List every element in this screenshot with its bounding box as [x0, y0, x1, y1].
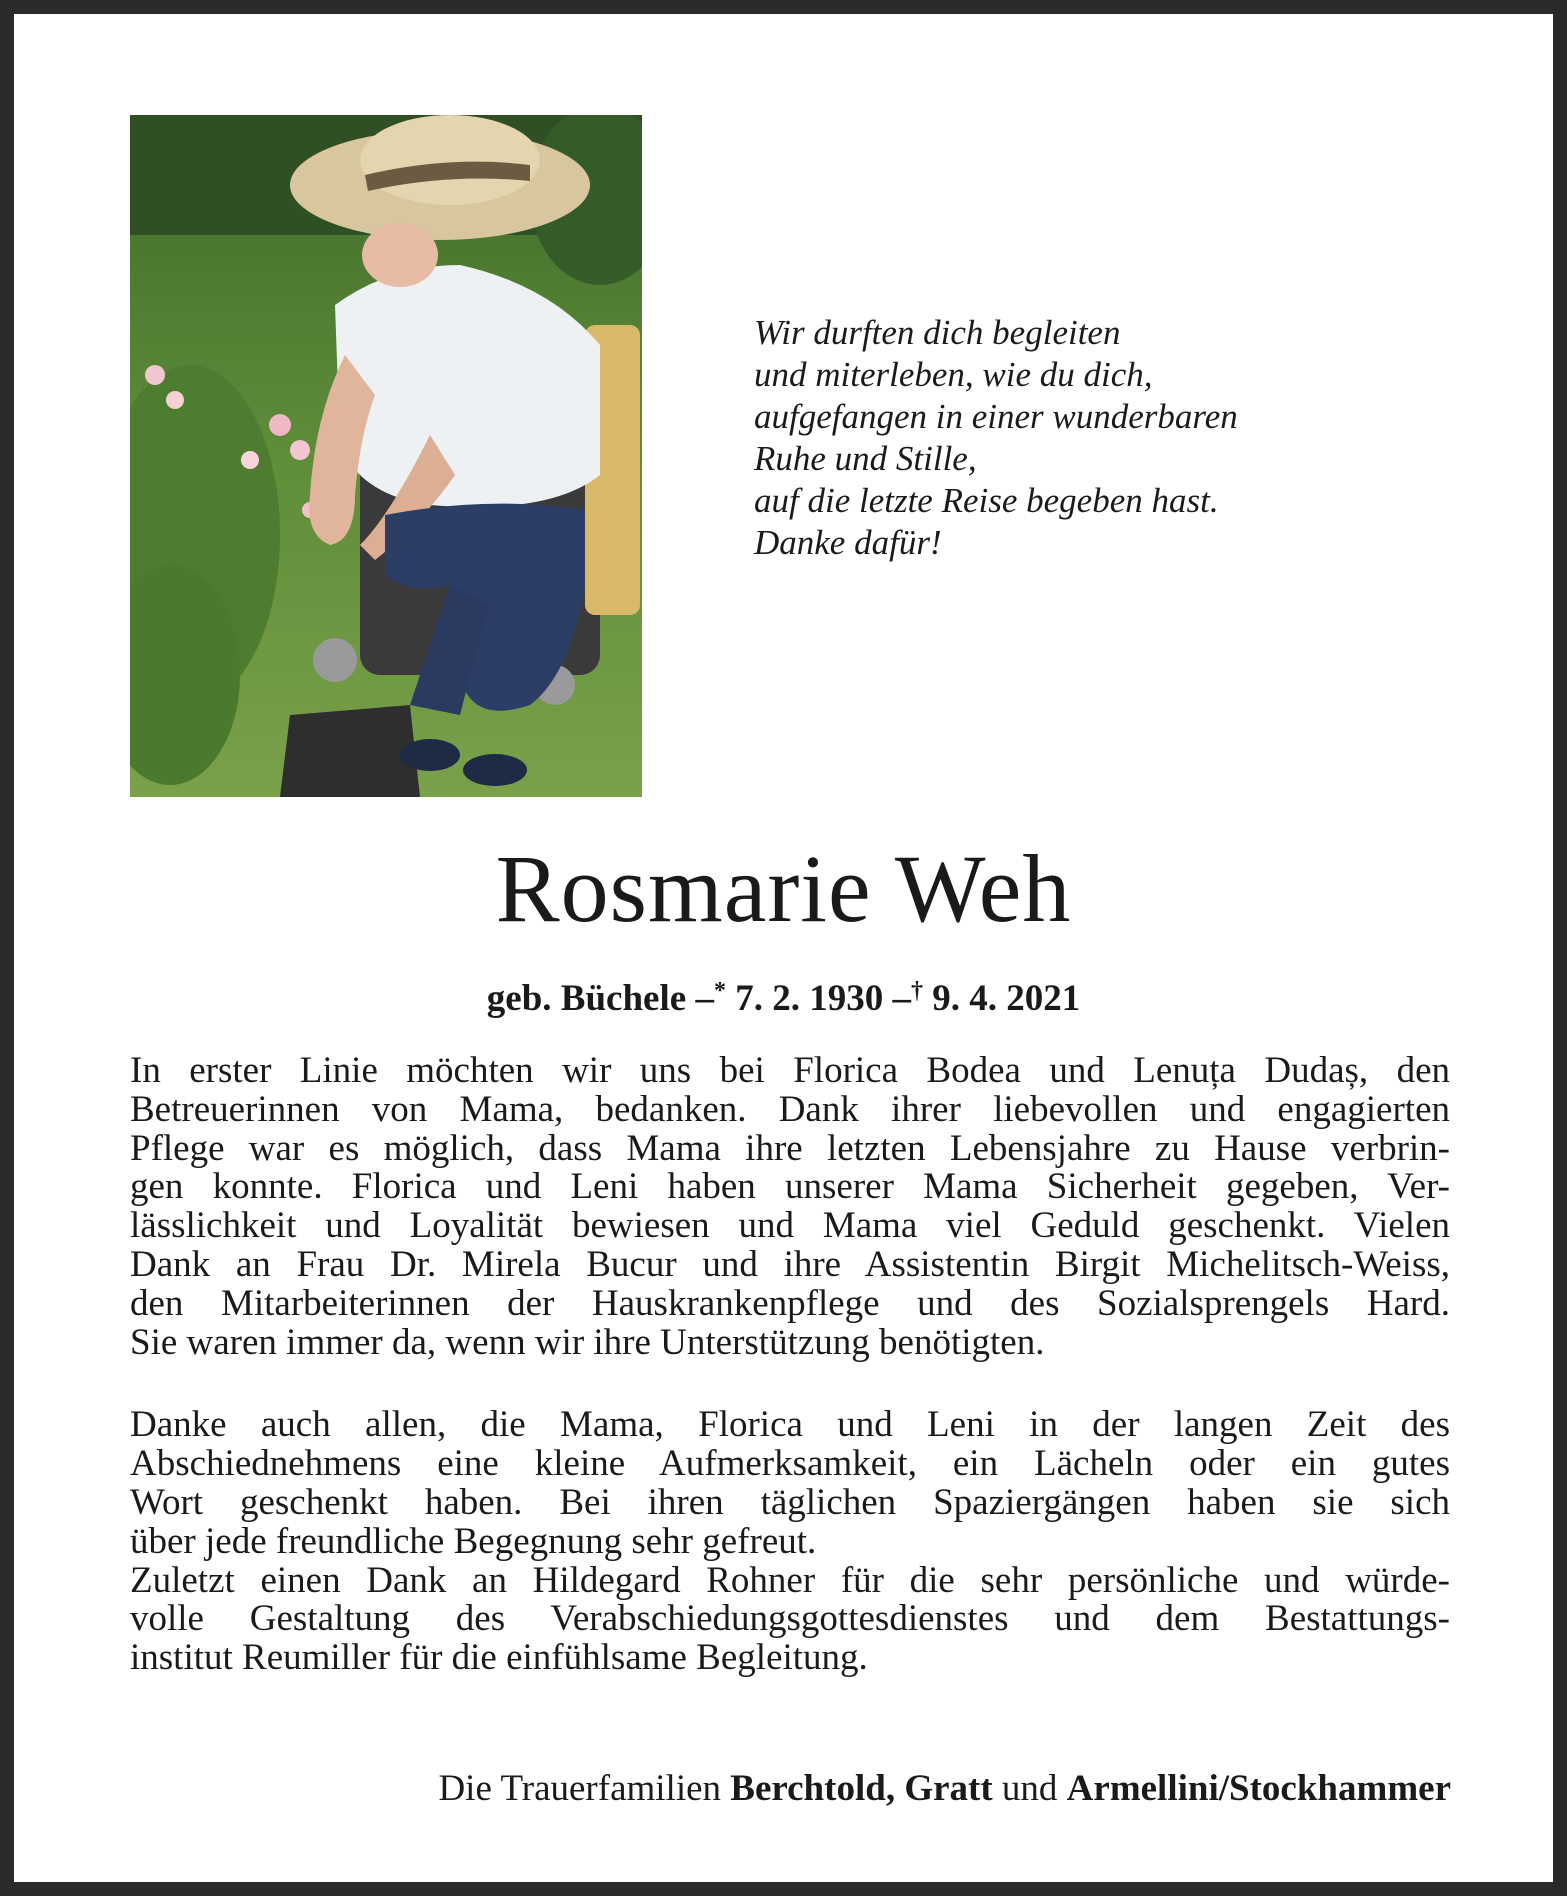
poem-line: Ruhe und Stille,: [754, 439, 977, 478]
family-name-2: Armellini/Stockhammer: [1066, 1768, 1451, 1809]
portrait-photo: [130, 115, 642, 797]
portrait-illustration: [130, 115, 642, 797]
death-symbol: †: [910, 978, 923, 1004]
poem-line: aufgefangen in einer wunderbaren: [754, 397, 1238, 436]
birth-date: 7. 2. 1930: [735, 978, 884, 1019]
signature-prefix: Die Trauerfamilien: [438, 1768, 722, 1809]
poem-line: und miterleben, wie du dich,: [754, 355, 1153, 394]
poem-line: Wir durften dich begleiten: [754, 313, 1121, 352]
poem-line: auf die letzte Reise begeben hast.: [754, 481, 1219, 520]
signature: [14, 1767, 1451, 1811]
poem-line: Danke dafür!: [754, 523, 942, 562]
text-line: Sie waren immer da, wenn wir ihre Unterstützung benötigten.: [130, 1321, 1045, 1363]
text-line: Pflege war es möglich, dass Mama ihre letzten Lebensjahre zu Hause verbrin-: [130, 1127, 1450, 1169]
text-line: Zuletzt einen Dank an Hildegard Rohner für die sehr persönliche und würde-: [130, 1559, 1450, 1601]
text-line: lässlichkeit und Loyalität bewiesen und Mama viel Geduld geschenkt. Vielen: [130, 1205, 1450, 1247]
text-line: den Mitarbeiterinnen der Hauskrankenpflege und des Sozialsprengels Hard.: [130, 1282, 1450, 1324]
text-line: institut Reumiller für die einfühlsame Begleitung.: [130, 1637, 868, 1679]
text-line: Wort geschenkt haben. Bei ihren täglichen Spaziergängen haben sie sich: [130, 1481, 1450, 1523]
family-name-1: Berchtold, Gratt: [730, 1768, 993, 1809]
paragraph-1: [130, 1052, 1450, 1362]
obituary-page: [14, 14, 1553, 1882]
text-line: Danke auch allen, die Mama, Florica und Leni in der langen Zeit des: [130, 1404, 1450, 1446]
dash: –: [695, 978, 714, 1019]
maiden-name: geb. Büchele: [486, 978, 687, 1019]
paragraph-2: [130, 1406, 1450, 1561]
life-dates: [14, 969, 1553, 1021]
text-line: Betreuerinnen von Mama, bedanken. Dank ihrer liebevollen und engagierten: [130, 1088, 1450, 1130]
poem: [754, 312, 1514, 564]
paragraph-3: [130, 1559, 1450, 1679]
birth-symbol: *: [713, 978, 726, 1004]
deceased-name: Rosmarie Weh: [495, 835, 1072, 942]
text-line: Dank an Frau Dr. Mirela Bucur und ihre Assistentin Birgit Michelitsch-Weiss,: [130, 1243, 1450, 1285]
text-line: über jede freundliche Begegnung sehr gefreut.: [130, 1520, 817, 1562]
text-line: Abschiednehmens eine kleine Aufmerksamkeit, ein Lächeln oder ein gutes: [130, 1443, 1450, 1485]
signature-connector: und: [1001, 1768, 1058, 1809]
text-line: In erster Linie möchten wir uns bei Florica Bodea und Lenuța Dudaș, den: [130, 1050, 1450, 1091]
text-line: gen konnte. Florica und Leni haben unserer Mama Sicherheit gegeben, Ver-: [130, 1166, 1450, 1208]
death-date: 9. 4. 2021: [932, 978, 1081, 1019]
paragraph-gap: [130, 1362, 1450, 1406]
dash: –: [892, 978, 911, 1019]
text-line: volle Gestaltung des Verabschiedungsgottesdienstes und dem Bestattungs-: [130, 1598, 1450, 1640]
thank-you-text: [130, 1052, 1450, 1678]
